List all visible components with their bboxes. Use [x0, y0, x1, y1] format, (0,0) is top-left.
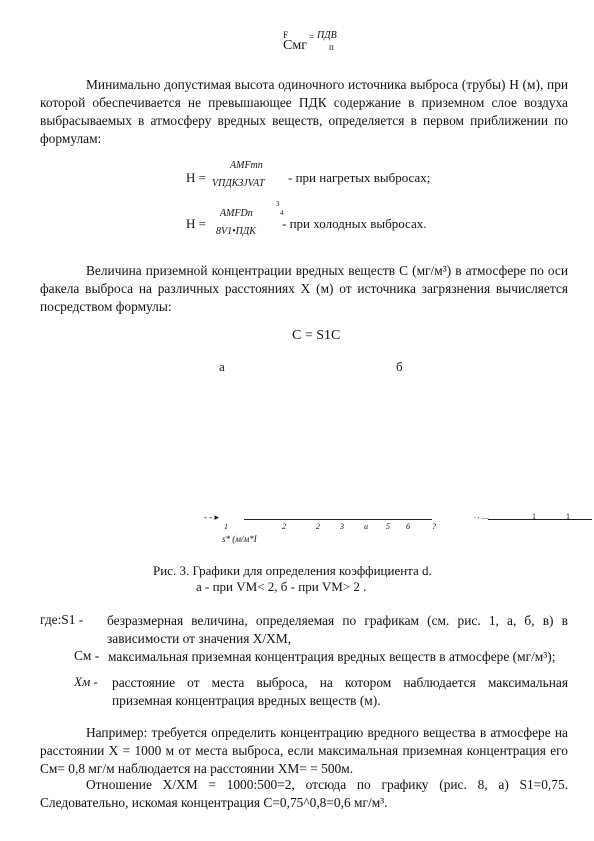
formula-c: С = S1C: [292, 328, 341, 343]
definition-xm-term: Хм -: [74, 674, 98, 689]
formula-hot-denominator: VПДКЗJVAT: [212, 178, 265, 189]
graph-a-axis-prefix: - - ▸: [204, 512, 220, 522]
formula-cold-denominator: 8V1•ПДК: [216, 226, 256, 237]
graph-b-axis-line: [488, 519, 592, 520]
axis-tick: 3: [340, 522, 344, 531]
graph-label-a: а: [219, 359, 225, 374]
formula-cold-emissions: [186, 200, 516, 244]
graph-a-axis-line: [244, 519, 432, 520]
graph-a-axis-caption: s* (м/м*I: [222, 534, 257, 544]
paragraph-example: Например: требуется определить концентрацию вредного вещества в атмосфере на расстоянии X = 1000 м от места выброса, если максимальная приземная концентрация его См= 0,8 мг/м наблюдается на расстоянии ХМ= = 500м.: [40, 725, 568, 776]
definition-xm-text: расстояние от места выброса, на котором наблюдается максимальная приземная концентрация вредных веществ (м).: [112, 675, 568, 708]
graph-b-axis-prefix: . ‚ __: [474, 512, 489, 520]
graph-label-b: б: [396, 359, 403, 374]
graph-a-axis: [204, 512, 444, 552]
formula-hot-emissions: [186, 160, 516, 200]
definition-s1-term: где:S1 -: [40, 612, 84, 627]
axis-tick: 2: [282, 522, 286, 531]
top-formula-lhs: Cмг: [283, 38, 307, 53]
formula-cold-note: - при холодных выбросах.: [282, 216, 427, 231]
formula-cold-exp-top: 3: [276, 200, 280, 208]
formula-hot-numerator: AMFmn: [230, 160, 263, 171]
top-formula: [283, 30, 363, 60]
axis-tick: 1: [566, 512, 570, 521]
top-formula-num: ПДВ: [317, 30, 337, 41]
top-formula-den: п: [329, 42, 334, 52]
axis-tick: 2: [316, 522, 320, 531]
axis-tick: ?: [432, 522, 436, 531]
axis-tick: 1: [224, 522, 228, 531]
axis-tick: 5: [386, 522, 390, 531]
paragraph-result: Отношение Х/ХМ = 1000:500=2, отсюда по графику (рис. 8, а) S1=0,75. Следовательно, искомая концентрация С=0,75^0,8=0,6 мг/м³.: [40, 777, 568, 810]
paragraph-concentration: Величина приземной концентрации вредных веществ С (мг/м³) в атмосфере по оси факела выброса на различных расстояниях X (м) от источника загрязнения вычисляется посредством формулы:: [40, 263, 568, 314]
definition-cm-text: максимальная приземная концентрация вредных веществ в атмосфере (мг/м³);: [108, 649, 556, 664]
paragraph-height-definition: Минимально допустимая высота одиночного источника выброса (трубы) Н (м), при которой обеспечивается не превышающее ПДК содержание в приземном слое воздуха выбрасываемых в атмосферу вредных веществ, определяется в первом приближении по формулам:: [40, 77, 568, 146]
axis-tick: и: [364, 522, 368, 531]
formula-hot-note: - при нагретых выбросах;: [288, 170, 431, 185]
graph-b-axis: [474, 512, 592, 532]
axis-tick: 1: [532, 512, 536, 521]
axis-tick: 6: [406, 522, 410, 531]
formula-cold-exp-bot: 4: [280, 209, 284, 217]
definition-cm-term: См -: [74, 648, 100, 663]
formula-hot-lhs: Н =: [186, 170, 206, 185]
formula-cold-lhs: Н =: [186, 216, 206, 231]
figure-caption: Рис. 3. Графики для определения коэффициента d.: [153, 563, 432, 578]
top-formula-sup: F: [283, 30, 289, 40]
top-formula-eq: =: [309, 32, 315, 42]
definition-s1-text: безразмерная величина, определяемая по графикам (см. рис. 1, а, б, в) в зависимости от значения Х/ХМ,: [107, 613, 568, 646]
figure-subcaption: а - при VM< 2, б - при VM> 2 .: [196, 579, 367, 594]
formula-cold-numerator: AMFDn: [220, 208, 253, 219]
